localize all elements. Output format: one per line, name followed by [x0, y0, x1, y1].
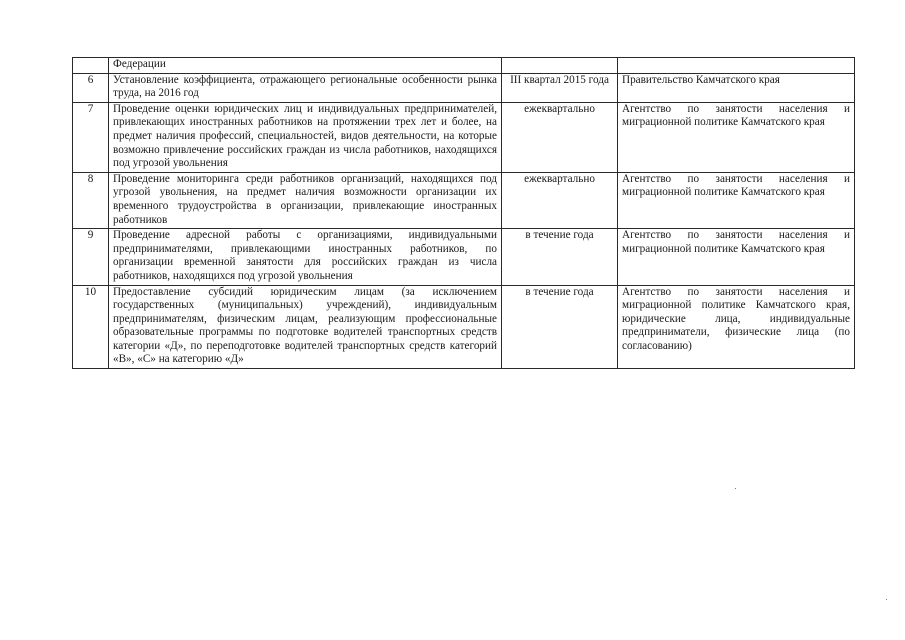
- deadline-text: в течение года: [502, 229, 618, 285]
- measure-text: Проведение оценки юридических лиц и индивидуальных предпринимателей, привлекающих иностранных работников на протяжении трех лет и более, на предмет наличия профессий, специальностей, видов деятельности, на которые возможно привлечение российских граждан из числа работников, находящихся под угрозой увольнения: [109, 102, 502, 172]
- table-row: [73, 172, 855, 228]
- deadline-text: [502, 58, 618, 74]
- scan-speck: [886, 599, 887, 600]
- responsible-text: Правительство Камчатского края: [618, 73, 855, 102]
- row-number: [73, 58, 109, 74]
- table-row: [73, 229, 855, 285]
- measure-text: Установление коэффициента, отражающего региональные особенности рынка труда, на 2016 год: [109, 73, 502, 102]
- deadline-text: в течение года: [502, 285, 618, 369]
- deadline-text: ежеквартально: [502, 102, 618, 172]
- deadline-text: III квартал 2015 года: [502, 73, 618, 102]
- measure-text: Проведение адресной работы с организациями, индивидуальными предпринимателями, привлекающими иностранных работников, по организации временной занятости для российских граждан из числа работников, находящихся под угрозой увольнения: [109, 229, 502, 285]
- table-row: [73, 285, 855, 369]
- responsible-text: Агентство по занятости населения и миграционной политике Камчатского края: [618, 102, 855, 172]
- row-number: 6: [73, 73, 109, 102]
- measures-table: [72, 57, 855, 369]
- table-row: [73, 58, 855, 74]
- responsible-text: [618, 58, 855, 74]
- table-row: [73, 102, 855, 172]
- row-number: 7: [73, 102, 109, 172]
- row-number: 10: [73, 285, 109, 369]
- row-number: 9: [73, 229, 109, 285]
- responsible-text: Агентство по занятости населения и миграционной политике Камчатского края: [618, 172, 855, 228]
- deadline-text: ежеквартально: [502, 172, 618, 228]
- measure-text: Проведение мониторинга среди работников организаций, находящихся под угрозой увольнения, на предмет наличия возможности организации их временного трудоустройства в организации, привлекающие иностранных работников: [109, 172, 502, 228]
- row-number: 8: [73, 172, 109, 228]
- measure-text: Федерации: [109, 58, 502, 74]
- responsible-text: Агентство по занятости населения и миграционной политике Камчатского края: [618, 229, 855, 285]
- responsible-text: Агентство по занятости населения и миграционной политике Камчатского края, юридические лица, индивидуальные предприниматели, физические лица (по согласованию): [618, 285, 855, 369]
- measure-text: Предоставление субсидий юридическим лицам (за исключением государственных (муниципальных) учреждений), индивидуальным предпринимателям, физическим лицам, реализующим профессиональные образовательные программы по подготовке водителей транспортных средств категории «Д», по переподготовке водителей транспортных средств категорий «В», «С» на категорию «Д»: [109, 285, 502, 369]
- scan-speck: [735, 488, 736, 489]
- table-row: [73, 73, 855, 102]
